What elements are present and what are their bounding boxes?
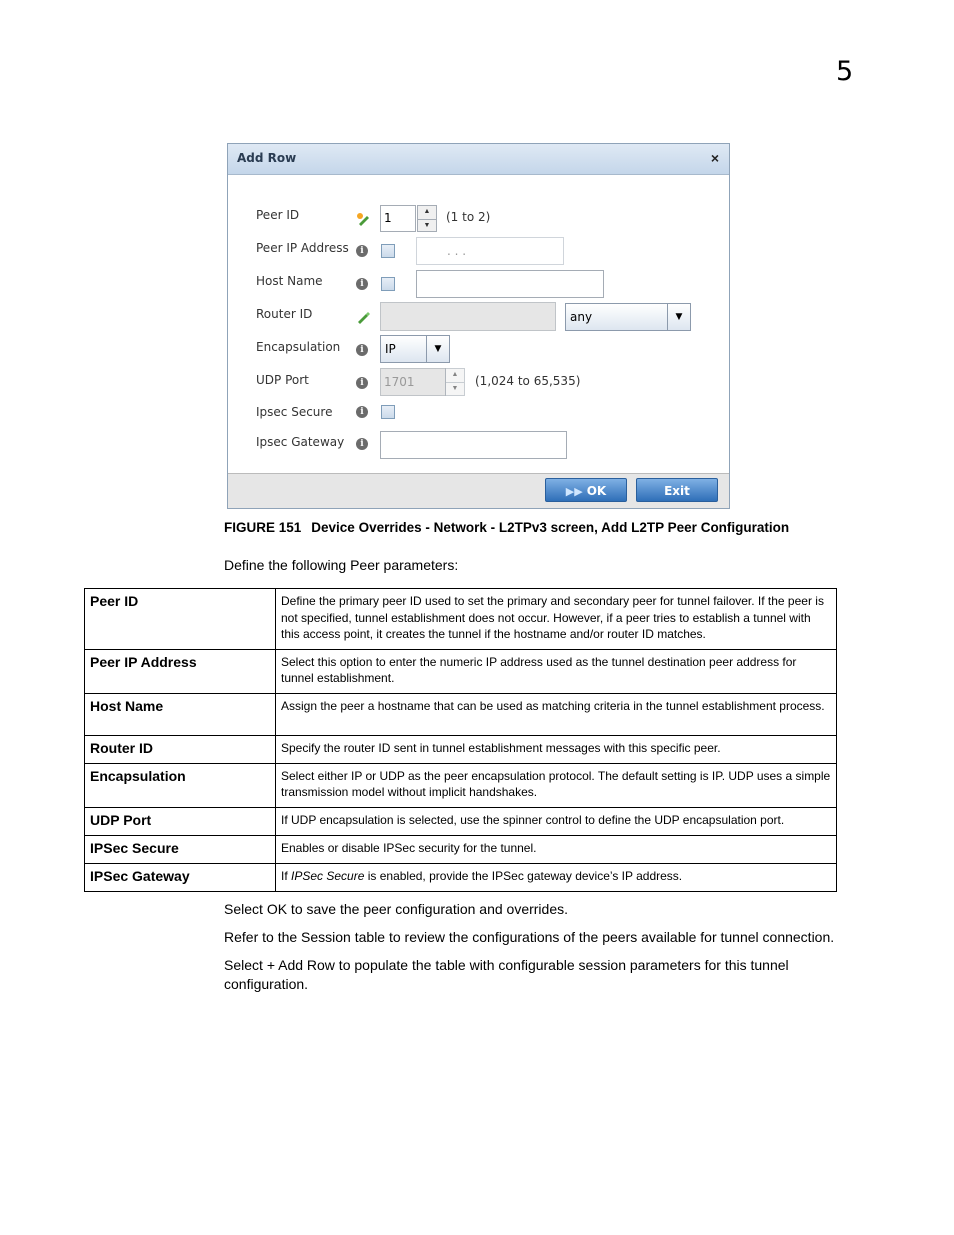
step-text: to populate the table with configurable session parameters for this tunnel configuration. bbox=[224, 957, 789, 992]
table-row bbox=[85, 649, 837, 693]
param-name: IPSec Secure bbox=[85, 835, 276, 863]
param-name: Encapsulation bbox=[85, 763, 276, 807]
param-name: UDP Port bbox=[85, 807, 276, 835]
param-description: Select this option to enter the numeric IP address used as the tunnel destination peer address for tunnel establishment. bbox=[276, 649, 837, 693]
mandatory-pencil-icon bbox=[356, 212, 370, 226]
step-ok bbox=[224, 900, 874, 919]
param-name: Router ID bbox=[85, 735, 276, 763]
host-name-label: Host Name bbox=[256, 274, 323, 288]
param-name: Peer ID bbox=[85, 589, 276, 650]
param-description: Assign the peer a hostname that can be used as matching criteria in the tunnel establishment process. bbox=[276, 693, 837, 735]
edit-pencil-icon bbox=[356, 310, 370, 324]
peer-id-spinner[interactable] bbox=[417, 205, 437, 232]
ipsec-gateway-input[interactable] bbox=[380, 431, 567, 459]
ok-button-label: OK bbox=[586, 484, 607, 498]
udp-port-spinner[interactable] bbox=[445, 368, 465, 396]
spinner-down-icon[interactable]: ▼ bbox=[451, 385, 459, 392]
param-description bbox=[276, 863, 837, 891]
udp-port-input[interactable]: 1701 bbox=[380, 368, 446, 396]
param-description: If UDP encapsulation is selected, use the spinner control to define the UDP encapsulation port. bbox=[276, 807, 837, 835]
dialog-footer bbox=[228, 473, 729, 508]
udp-port-label: UDP Port bbox=[256, 373, 309, 387]
close-icon[interactable]: × bbox=[710, 150, 719, 166]
table-row bbox=[85, 863, 837, 891]
step-keyword: OK bbox=[266, 901, 288, 917]
encapsulation-select[interactable] bbox=[380, 335, 450, 363]
host-name-input[interactable] bbox=[416, 270, 604, 298]
chevron-down-icon: ▼ bbox=[426, 336, 449, 362]
info-icon: i bbox=[356, 438, 368, 450]
desc-suffix: is enabled, provide the IPSec gateway device’s IP address. bbox=[364, 868, 683, 883]
info-icon: i bbox=[356, 377, 368, 389]
add-row-dialog bbox=[227, 143, 730, 509]
figure-number: FIGURE 151 bbox=[224, 520, 302, 535]
table-row bbox=[85, 693, 837, 735]
param-description: Select either IP or UDP as the peer encapsulation protocol. The default setting is IP. UDP uses a simple transmission model without implicit handshakes. bbox=[276, 763, 837, 807]
step-text: Select bbox=[224, 957, 267, 973]
ipsec-secure-checkbox[interactable] bbox=[381, 405, 395, 419]
spinner-up-icon[interactable]: ▲ bbox=[446, 369, 464, 383]
encapsulation-select-value: IP bbox=[385, 342, 396, 356]
ipsec-secure-label: Ipsec Secure bbox=[256, 405, 333, 419]
param-name: Peer IP Address bbox=[85, 649, 276, 693]
step-session: Refer to the Session table to review the configurations of the peers available for tunnel connection. bbox=[224, 929, 835, 945]
peer-id-range: (1 to 2) bbox=[446, 210, 491, 224]
dialog-title: Add Row bbox=[237, 151, 297, 165]
peer-id-input[interactable]: 1 bbox=[380, 205, 416, 232]
desc-emphasis: IPSec Secure bbox=[291, 868, 365, 883]
param-description: Enables or disable IPSec security for the tunnel. bbox=[276, 835, 837, 863]
step-text: to save the peer configuration and overrides. bbox=[287, 901, 568, 917]
param-description: Specify the router ID sent in tunnel establishment messages with this specific peer. bbox=[276, 735, 837, 763]
table-row bbox=[85, 735, 837, 763]
encapsulation-label: Encapsulation bbox=[256, 340, 341, 354]
step-text: Select bbox=[224, 901, 267, 917]
parameters-table bbox=[84, 588, 837, 892]
router-id-input[interactable] bbox=[380, 302, 556, 331]
desc-prefix: If bbox=[281, 868, 292, 883]
peer-ip-label: Peer IP Address bbox=[256, 241, 349, 255]
param-name: Host Name bbox=[85, 693, 276, 735]
step-keyword: + Add Row bbox=[266, 957, 335, 973]
table-row bbox=[85, 589, 837, 650]
param-name: IPSec Gateway bbox=[85, 863, 276, 891]
host-name-checkbox[interactable] bbox=[381, 277, 395, 291]
peer-ip-checkbox[interactable] bbox=[381, 244, 395, 258]
table-row bbox=[85, 835, 837, 863]
step-add-row bbox=[224, 956, 874, 994]
table-row bbox=[85, 807, 837, 835]
router-id-select[interactable] bbox=[565, 303, 691, 331]
spinner-up-icon[interactable]: ▲ bbox=[418, 206, 436, 220]
info-icon: i bbox=[356, 406, 368, 418]
ok-button[interactable] bbox=[545, 478, 627, 502]
dialog-title-bar bbox=[228, 144, 729, 175]
ipsec-gateway-label: Ipsec Gateway bbox=[256, 435, 345, 449]
chevron-down-icon: ▼ bbox=[667, 304, 690, 330]
exit-button[interactable]: Exit bbox=[636, 478, 718, 502]
udp-port-range: (1,024 to 65,535) bbox=[475, 374, 581, 388]
figure-caption bbox=[224, 520, 789, 535]
chapter-number: 5 bbox=[836, 56, 854, 87]
peer-id-label: Peer ID bbox=[256, 208, 300, 222]
intro-text: Define the following Peer parameters: bbox=[224, 557, 459, 573]
figure-caption-text: Device Overrides - Network - L2TPv3 screen, Add L2TP Peer Configuration bbox=[311, 520, 790, 535]
info-icon: i bbox=[356, 344, 368, 356]
table-row bbox=[85, 763, 837, 807]
spinner-down-icon[interactable]: ▼ bbox=[423, 221, 431, 229]
router-id-label: Router ID bbox=[256, 307, 313, 321]
info-icon: i bbox=[356, 278, 368, 290]
router-id-select-value: any bbox=[570, 310, 593, 324]
forward-icon: ▶▶ bbox=[565, 485, 583, 498]
peer-ip-input[interactable]: . . . bbox=[416, 237, 564, 265]
param-description: Define the primary peer ID used to set the primary and secondary peer for tunnel failover. If the peer is not specified, tunnel establishment does not occur. However, if a peer tries to establish a tunnel with this access point, it creates the tunnel if the hostname and/or router ID matches. bbox=[276, 589, 837, 650]
info-icon: i bbox=[356, 245, 368, 257]
